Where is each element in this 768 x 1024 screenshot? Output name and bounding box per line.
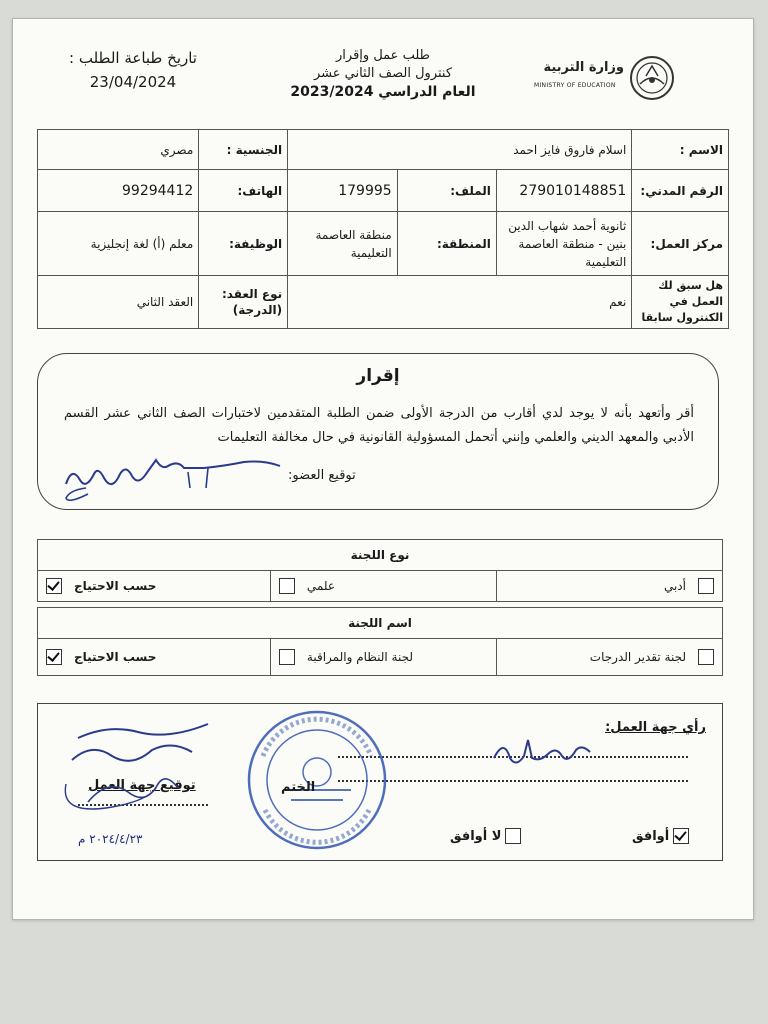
name-label: الاسم : [632,130,729,170]
order-label: لجنة النظام والمراقبة [306,650,414,664]
disagree-label: لا أوافق [450,828,502,844]
handwritten-date: ٢٠٢٤/٤/٢٣ م [78,832,143,846]
region-value: منطقة العاصمة التعليمية [288,212,398,276]
form-subtitle: كنترول الصف الثاني عشر [313,66,453,81]
workplace-value: ثانوية أحمد شهاب الدين بنين - منطقة العاصمة التعليمية [496,212,631,276]
checkbox-as-needed[interactable] [46,578,62,594]
employer-opinion-label: رأي جهة العمل: [605,720,706,735]
application-form-page [12,18,754,920]
declaration-text: أقر وأتعهد بأنه لا يوجد لدي أقارب من الدرجة الأولى ضمن الطلبة المتقدمين لاختبارات الصف الثاني عشر القسم الأدبي والمعهد الديني والعلمي وإنني أتحمل المسؤولية القانونية في حال مخالفة التعليمات [64,406,694,445]
checkbox-order[interactable] [279,649,295,665]
checkbox-literary[interactable] [698,578,714,594]
stamp-label: الختم [281,780,316,795]
committee-name-option-grading[interactable] [496,639,722,676]
member-signature-icon [58,454,308,506]
employer-approval-box [37,703,723,861]
checkbox-as-needed-2[interactable] [46,649,62,665]
file-label: الملف: [397,170,496,212]
phone-label: الهاتف: [199,170,288,212]
opinion-handwriting-icon [488,732,598,768]
checkbox-disagree[interactable] [505,828,521,844]
form-title: طلب عمل وإقرار [336,48,430,63]
contract-value: العقد الثاني [38,276,199,329]
job-label: الوظيفة: [199,212,288,276]
info-row-prior [38,276,729,329]
checkbox-grading[interactable] [698,649,714,665]
checkbox-scientific[interactable] [279,578,295,594]
declaration-box [37,353,719,510]
committee-type-table [37,539,723,602]
civil-id-value: 279010148851 [496,170,631,212]
member-signature-label: توقيع العضو: [288,468,356,483]
kuwait-emblem-icon [628,54,676,102]
region-label: المنطقة: [397,212,496,276]
employer-signature-icon [58,710,238,820]
committee-name-option-as-needed[interactable] [38,639,271,676]
committee-type-option-as-needed[interactable] [38,571,271,602]
ministry-name-ar: وزارة التربية [543,60,624,75]
as-needed-label: حسب الاحتياج [74,579,157,593]
committee-type-option-scientific[interactable] [270,571,496,602]
committee-name-table [37,607,723,676]
ministry-name-en: MINISTRY OF EDUCATION [534,82,616,89]
info-row-work [38,212,729,276]
disagree-option[interactable] [450,828,521,844]
grading-label: لجنة تقدير الدرجات [589,650,686,664]
print-date-block [33,49,233,91]
info-row-name [38,130,729,170]
committee-name-option-order[interactable] [270,639,496,676]
civil-id-label: الرقم المدني: [632,170,729,212]
name-value: اسلام فاروق فايز احمد [288,130,632,170]
declaration-title: إقرار [356,366,400,386]
academic-year: العام الدراسي 2023/2024 [290,84,476,100]
job-value: معلم (أ) لغة إنجليزية [38,212,199,276]
ministry-logo [528,54,678,102]
prior-work-value: نعم [288,276,632,329]
checkbox-agree[interactable] [673,828,689,844]
print-date: 23/04/2024 [89,73,177,91]
print-date-label: تاريخ طباعة الطلب : [69,49,197,67]
agree-option[interactable] [632,828,689,844]
applicant-info-table [37,129,729,329]
as-needed-label-2: حسب الاحتياج [74,650,157,664]
form-title-block [263,47,503,101]
nationality-value: مصري [38,130,199,170]
phone-value: 99294412 [38,170,199,212]
nationality-label: الجنسية : [199,130,288,170]
workplace-label: مركز العمل: [632,212,729,276]
employer-signature-label: توقيع جهة العمل [88,778,196,793]
file-value: 179995 [288,170,398,212]
agree-label: أوافق [632,828,670,844]
scientific-label: علمي [306,579,335,593]
info-row-ids [38,170,729,212]
official-stamp-icon [243,706,391,854]
prior-work-label: هل سبق لك العمل في الكنترول سابقا [632,276,729,329]
committee-type-title: نوع اللجنة [38,540,723,571]
committee-name-title: اسم اللجنة [38,608,723,639]
literary-label: أدبي [663,579,686,593]
contract-label: نوع العقد: (الدرجة) [199,276,288,329]
committee-type-option-literary[interactable] [496,571,722,602]
